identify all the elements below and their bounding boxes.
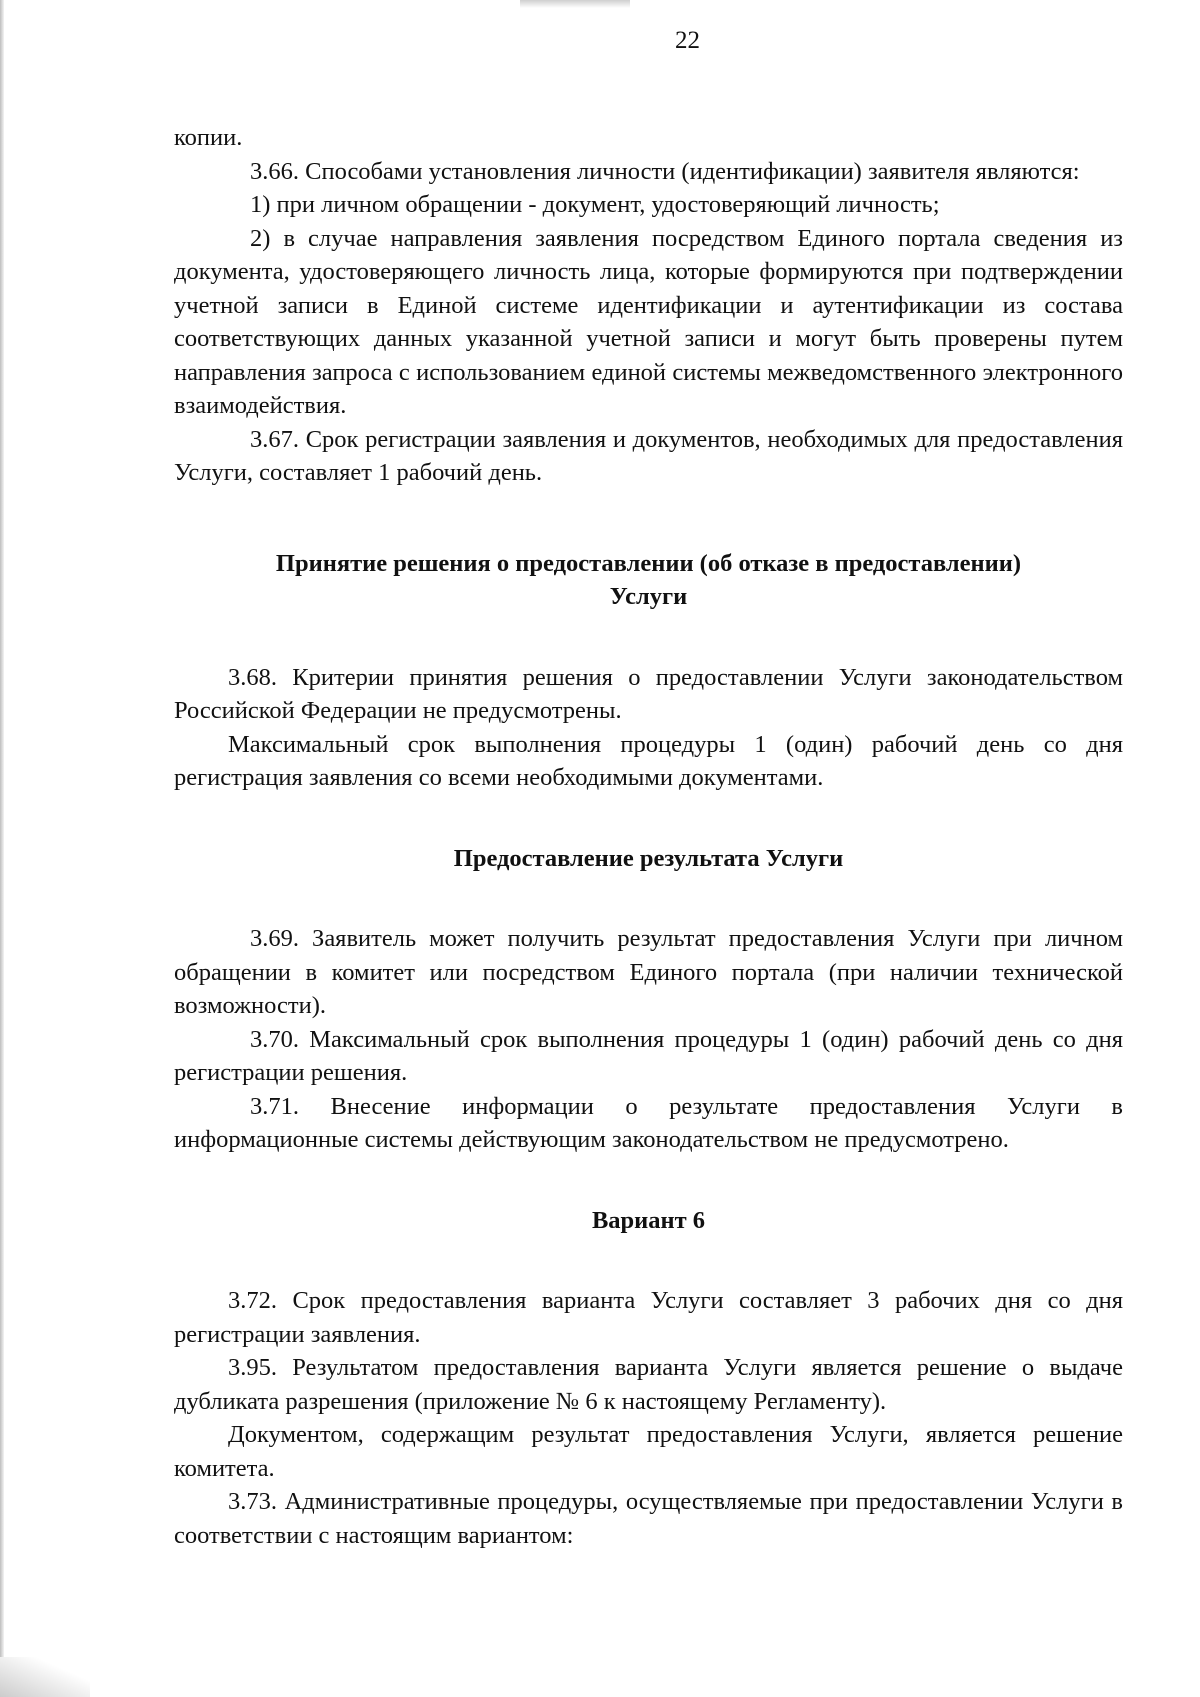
page-number: 22 <box>675 27 700 54</box>
scan-corner-shadow <box>0 1657 90 1697</box>
paragraph-3-66: 3.66. Способами установления личности (идентификации) заявителя являются: <box>250 157 1080 185</box>
paragraph-max-term: Максимальный срок выполнения процедуры 1 (один) рабочий день со дня регистрация заявления со всеми необходимыми документами. <box>174 730 1123 791</box>
paragraph-result-document: Документом, содержащим результат предоставления Услуги, является решение комитета. <box>174 1421 1123 1482</box>
scan-edge-shadow <box>0 0 4 1697</box>
paragraph-3-72: 3.72. Срок предоставления варианта Услуги составляет 3 рабочих дня со дня регистрации заявления. <box>174 1287 1123 1348</box>
paragraph-3-68: 3.68. Критерии принятия решения о предоставлении Услуги законодательством Российской Федерации не предусмотрены. <box>174 663 1123 724</box>
document-body <box>174 121 1123 1552</box>
scan-top-shadow <box>520 0 630 8</box>
paragraph-3-73: 3.73. Административные процедуры, осуществляемые при предоставлении Услуги в соответствии с настоящим вариантом: <box>174 1488 1123 1549</box>
paragraph-3-71: 3.71. Внесение информации о результате предоставления Услуги в информационные системы действующим законодательством не предусмотрено. <box>174 1092 1123 1153</box>
paragraph-3-95: 3.95. Результатом предоставления варианта Услуги является решение о выдаче дубликата разрешения (приложение № 6 к настоящему Регламенту). <box>174 1354 1123 1415</box>
paragraph-3-70: 3.70. Максимальный срок выполнения процедуры 1 (один) рабочий день со дня регистрации решения. <box>174 1025 1123 1086</box>
list-item-1: 1) при личном обращении - документ, удостоверяющий личность; <box>250 191 940 218</box>
section-heading-variant-6: Вариант 6 <box>591 1206 706 1234</box>
paragraph-continuation: копии. <box>174 124 243 151</box>
section-heading-line-2: Услуги <box>609 583 688 610</box>
list-item-2: 2) в случае направления заявления посредством Единого портала сведения из документа, удостоверяющего личность лица, которые формируются при подтверждении учетной записи в Единой системе идентификации и аутентификации из состава соответствующих данных указанной учетной записи и могут быть проверены путем направления запроса с использованием единой системы межведомственного электронного взаимодействия. <box>174 224 1123 419</box>
section-heading-decision <box>174 547 1123 614</box>
paragraph-3-67: 3.67. Срок регистрации заявления и документов, необходимых для предоставления Услуги, составляет 1 рабочий день. <box>174 425 1123 486</box>
paragraph-3-69: 3.69. Заявитель может получить результат предоставления Услуги при личном обращении в комитет или посредством Единого портала (при наличии технической возможности). <box>174 925 1123 1019</box>
section-heading-result: Предоставление результата Услуги <box>453 844 844 872</box>
section-heading-line-1: Принятие решения о предоставлении (об отказе в предоставлении) <box>275 549 1022 577</box>
